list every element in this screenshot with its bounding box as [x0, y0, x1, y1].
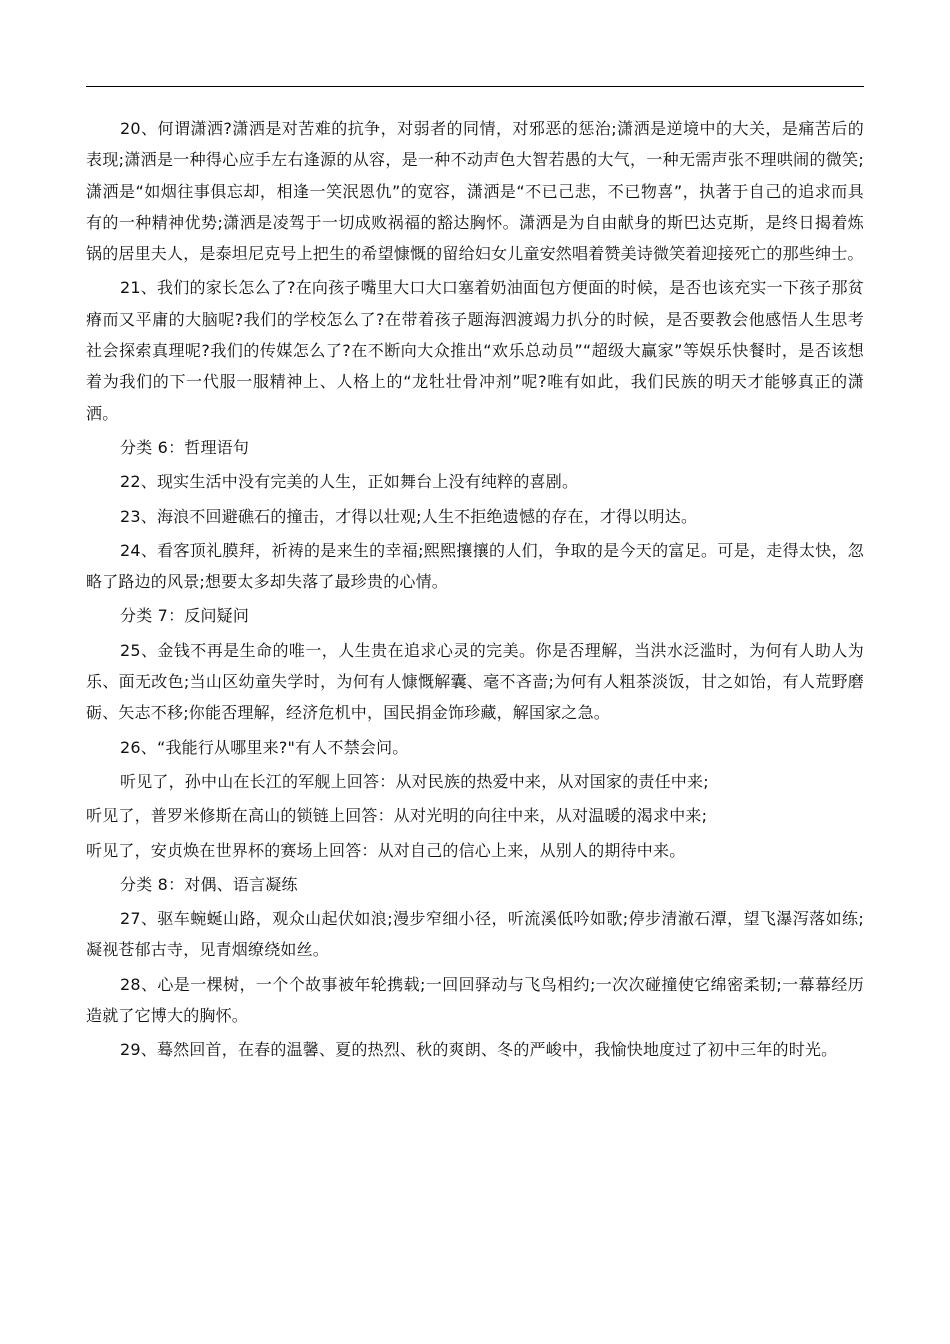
paragraph-26-line-2: 听见了，普罗米修斯在高山的锁链上回答：从对光明的向往中来，从对温暖的渴求中来;	[86, 806, 708, 826]
paragraph-21: 21、我们的家长怎么了?在向孩子嘴里大口大口塞着奶油面包方便面的时候，是否也该充实一下孩子那贫瘠而又平庸的大脑呢?我们的学校怎么了?在带着孩子题海泗渡竭力扒分的时候，是否要教会他感悟人生思考社会探索真理呢?我们的传媒怎么了?在不断向大众推出“欢乐总动员”“超级大赢家”等娱乐快餐时，是否该想着为我们的下一代服一服精神上、人格上的“龙牡壮骨冲剂”呢?唯有如此，我们民族的明天才能够真正的潇洒。	[86, 278, 864, 423]
paragraph-26: 26、“我能行从哪里来?"有人不禁会问。	[120, 737, 409, 757]
paragraph-22: 22、现实生活中没有完美的人生，正如舞台上没有纯粹的喜剧。	[120, 472, 579, 492]
paragraph-25: 25、金钱不再是生命的唯一，人生贵在追求心灵的完美。你是否理解，当洪水泛滥时，为何有人助人为乐、面无改色;当山区幼童失学时，为何有人慷慨解囊、毫不吝啬;为何有人粗茶淡饭，甘之如饴，有人荒野磨砺、矢志不移;你能否理解，经济危机中，国民捐金饰珍藏，解国家之急。	[86, 640, 864, 723]
document-body	[86, 113, 864, 1066]
category-heading-6: 分类 6：哲理语句	[120, 437, 250, 457]
category-heading-8: 分类 8：对偶、语言凝练	[120, 874, 298, 894]
category-heading-7: 分类 7：反问疑问	[120, 606, 250, 626]
paragraph-23: 23、海浪不回避礁石的撞击，才得以壮观;人生不拒绝遗憾的存在，才得以明达。	[120, 506, 698, 526]
paragraph-20: 20、何谓潇洒?潇洒是对苦难的抗争，对弱者的同情，对邪恶的惩治;潇洒是逆境中的大关，是痛苦后的表现;潇洒是一种得心应手左右逢源的从容，是一种不动声色大智若愚的大气，一种无需声张不理哄闹的微笑;潇洒是“如烟往事俱忘却，相逢一笑泯恩仇”的宽容，潇洒是“不已己悲，不已物喜”，执著于自己的追求而具有的一种精神优势;潇洒是凌驾于一切成败祸福的豁达胸怀。潇洒是为自由献身的斯巴达克斯，是终日揭着炼锅的居里夫人，是泰坦尼克号上把生的希望慷慨的留给妇女儿童安然唱着赞美诗微笑着迎接死亡的那些绅士。	[86, 119, 864, 264]
paragraph-29: 29、蓦然回首，在春的温馨、夏的热烈、秋的爽朗、冬的严峻中，我愉快地度过了初中三年的时光。	[120, 1040, 838, 1060]
header-rule	[86, 86, 864, 87]
paragraph-28: 28、心是一棵树，一个个故事被年轮携载;一回回驿动与飞鸟相约;一次次碰撞使它绵密柔韧;一幕幕经历造就了它博大的胸怀。	[86, 974, 864, 1026]
paragraph-27: 27、驱车蜿蜒山路，观众山起伏如浪;漫步窄细小径，听流溪低吟如歌;停步清澈石潭，望飞瀑泻落如练;凝视苍郁古寺，见青烟缭绕如丝。	[86, 909, 864, 960]
paragraph-26-line-3: 听见了，安贞焕在世界杯的赛场上回答：从对自己的信心上来，从别人的期待中来。	[86, 840, 686, 860]
paragraph-26-line-1: 听见了，孙中山在长江的军舰上回答：从对民族的热爱中来，从对国家的责任中来;	[120, 771, 709, 791]
paragraph-24: 24、看客顶礼膜拜，祈祷的是来生的幸福;熙熙攘攘的人们，争取的是今天的富足。可是，走得太快，忽略了路边的风景;想要太多却失落了最珍贵的心情。	[86, 540, 864, 592]
